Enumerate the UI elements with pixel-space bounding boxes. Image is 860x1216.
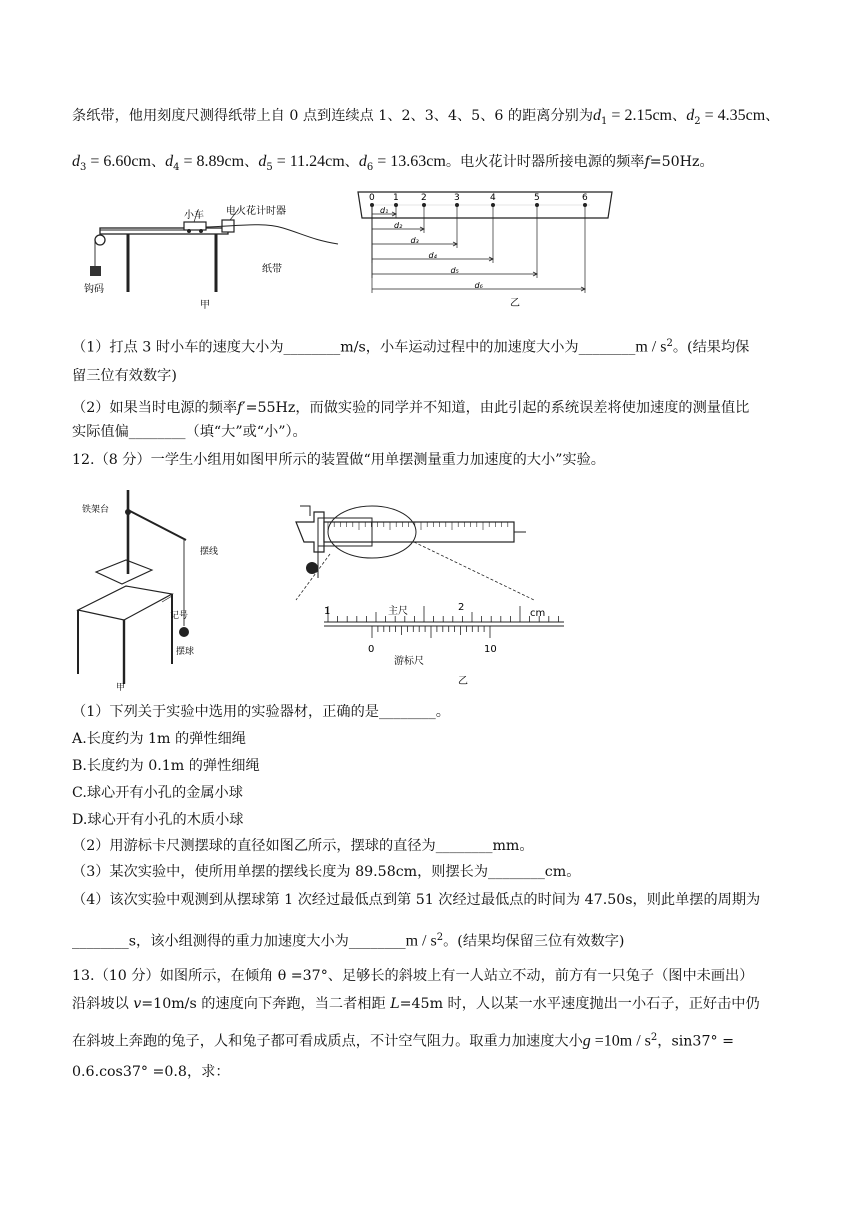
q12-part2: （2）用游标卡尺测摆球的直径如图乙所示，摆球的直径为________mm。 [72, 838, 534, 854]
d2-sub: 2 [694, 115, 701, 127]
d3-value: = 6.60cm [86, 153, 151, 170]
sep: 、 [672, 108, 687, 124]
intro-line-1 [72, 106, 779, 132]
unit: m / s [635, 338, 667, 356]
unit-sup: 2 [650, 1032, 658, 1043]
q13-line3 [72, 1028, 734, 1052]
d6-value: = 13.63cm [373, 153, 446, 170]
v-symbol: v [133, 996, 142, 1012]
label-jia: 甲 [116, 683, 126, 693]
g-symbol: g [582, 1032, 591, 1050]
tape-point-label: 4 [490, 193, 496, 203]
q13-line1: 13.（10 分）如图所示，在倾角 θ =37°、足够长的斜坡上有一人站立不动，前方有一只兔子（图中未画出） [72, 968, 754, 984]
freq-text: 。电火花计时器所接电源的频率 [445, 154, 645, 170]
f-value: =50Hz。 [649, 154, 714, 170]
dimension-label: d₅ [450, 266, 459, 275]
label-tape: 纸带 [262, 264, 282, 275]
d6-symbol: d [358, 153, 367, 170]
q13-l2-post: =45m 时，人以某一水平速度抛出一小石子，正好击中仍 [399, 996, 760, 1012]
q12-option-d: D.球心开有小孔的木质小球 [72, 812, 244, 828]
d1-symbol: d [593, 107, 602, 124]
ball-icon [179, 627, 189, 637]
f-symbol: f [644, 154, 650, 170]
intro-line-2 [72, 152, 714, 178]
intro-text: 条纸带，他用刻度尺测得纸带上自 0 点到连续点 1、2、3、4、5、6 的距离分别为 [72, 108, 594, 124]
q13-line4: 0.6.cos37° =0.8，求： [72, 1064, 230, 1080]
label-mark: 记号 [170, 611, 189, 621]
d2-symbol: d [686, 107, 695, 124]
d1-value: = 2.15cm [607, 107, 672, 124]
q12-part1: （1）下列关于实验中选用的实验器材，正确的是________。 [72, 704, 450, 720]
q12-option-a: A.长度约为 1m 的弹性细绳 [72, 731, 246, 747]
q12-p4-pre: ________s，该小组测得的重力加速度大小为________ [72, 933, 406, 950]
label-stand: 铁架台 [82, 505, 110, 515]
figure-cart-apparatus [84, 192, 348, 316]
q11-p1-text: （1）打点 3 时小车的速度大小为________m/s，小车运动过程中的加速度大小为________ [72, 339, 636, 356]
d2-value: = 4.35cm [700, 107, 766, 124]
q12-part4-line2 [72, 928, 624, 952]
q11-p2-pre: （2）如果当时电源的频率 [72, 400, 238, 416]
unit: m / s [405, 932, 437, 950]
label-timer: 电火花计时器 [226, 206, 286, 217]
main-scale-label: 主尺 [388, 606, 408, 617]
q11-part2-line1 [72, 398, 749, 418]
tape-point-label: 1 [393, 193, 399, 203]
unit-sup: 2 [666, 338, 673, 349]
dimension-label: d₄ [428, 251, 437, 260]
g-value: =10m / s [590, 1032, 651, 1050]
q12-part4-line1: （4）该次实验中观测到从摆球第 1 次经过最低点到第 51 次经过最低点的时间为 47.50s，则此单摆的周期为 [72, 892, 761, 908]
main-1: 1 [324, 606, 331, 617]
sep: 、 [244, 154, 259, 170]
label-string: 摆线 [200, 547, 219, 557]
label-jia: 甲 [200, 300, 210, 311]
q13-line2 [72, 994, 760, 1014]
d5-symbol: d [258, 153, 267, 170]
tape-point-label: 5 [534, 193, 540, 203]
f-symbol: f [237, 400, 243, 416]
d5-sub: 5 [266, 161, 273, 173]
d3-symbol: d [72, 153, 80, 170]
d4-symbol: d [165, 153, 174, 170]
figure-vernier-caliper [284, 492, 574, 688]
figure-paper-tape [350, 188, 620, 312]
label-yi: 乙 [510, 298, 520, 309]
q13-l3-text: 在斜坡上奔跑的兔子，人和兔子都可看成质点，不计空气阻力。取重力加速度大小 [72, 1033, 583, 1050]
label-car: 小车 [184, 210, 204, 221]
L-symbol: L [390, 996, 400, 1012]
sep: 、 [150, 154, 166, 170]
q11-part2-line2: 实际值偏________（填“大”或“小”）。 [72, 424, 307, 440]
vernier-label: 游标尺 [394, 656, 424, 667]
label-yi: 乙 [458, 676, 468, 687]
cm-label: cm [530, 608, 546, 619]
main-2: 2 [458, 602, 465, 613]
dimension-label: d₆ [474, 281, 483, 290]
d1-sub: 1 [601, 115, 608, 127]
tape-point-label: 3 [454, 193, 460, 203]
cart-icon [184, 222, 206, 230]
q12-part3: （3）某次实验中，使所用单摆的摆线长度为 89.58cm，则摆长为________cm。 [72, 864, 581, 880]
label-weight: 钩码 [84, 284, 104, 295]
weight-icon [90, 266, 101, 276]
q12-p4-post: 。(结果均保留三位有效数字) [443, 933, 625, 950]
d5-value: = 11.24cm [272, 153, 345, 170]
dimension-label: d₂ [394, 221, 403, 230]
q12-heading: 12.（8 分）一学生小组用如图甲所示的装置做“用单摆测量重力加速度的大小”实验。 [72, 452, 605, 468]
q12-option-c: C.球心开有小孔的金属小球 [72, 785, 243, 801]
pulley-icon [95, 235, 105, 245]
q11-p1-tail: 。(结果均保 [672, 339, 750, 356]
sep: 、 [765, 108, 780, 124]
label-ball: 摆球 [176, 647, 195, 657]
q12-option-b: B.长度约为 0.1m 的弹性细绳 [72, 758, 260, 774]
table-top [100, 228, 228, 234]
q11-part1-line2: 留三位有效数字) [72, 368, 177, 384]
vernier-10: 10 [484, 644, 497, 655]
unit-sup: 2 [436, 932, 444, 943]
d3-sub: 3 [80, 161, 87, 173]
vernier-0: 0 [368, 644, 375, 655]
d4-sub: 4 [173, 161, 180, 173]
tape-point-label: 0 [369, 193, 375, 203]
d6-sub: 6 [366, 161, 374, 173]
q13-l2-pre: 沿斜坡以 [72, 996, 134, 1012]
d4-value: = 8.89cm [179, 153, 245, 170]
tape-point-label: 2 [421, 193, 427, 203]
dimension-label: d₁ [380, 206, 389, 215]
q13-l3-post: ，sin37° = [657, 1033, 734, 1050]
q13-l2-mid: =10m/s 的速度向下奔跑，当二者相距 [141, 996, 391, 1012]
dimension-label: d₃ [410, 236, 419, 245]
q11-part1-line1 [72, 334, 749, 358]
sep: 、 [344, 154, 359, 170]
figure-pendulum [76, 484, 226, 693]
tape-point-label: 6 [582, 193, 588, 203]
q11-p2-post: ′=55Hz，而做实验的同学并不知道，由此引起的系统误差将使加速度的测量值比 [242, 400, 750, 416]
